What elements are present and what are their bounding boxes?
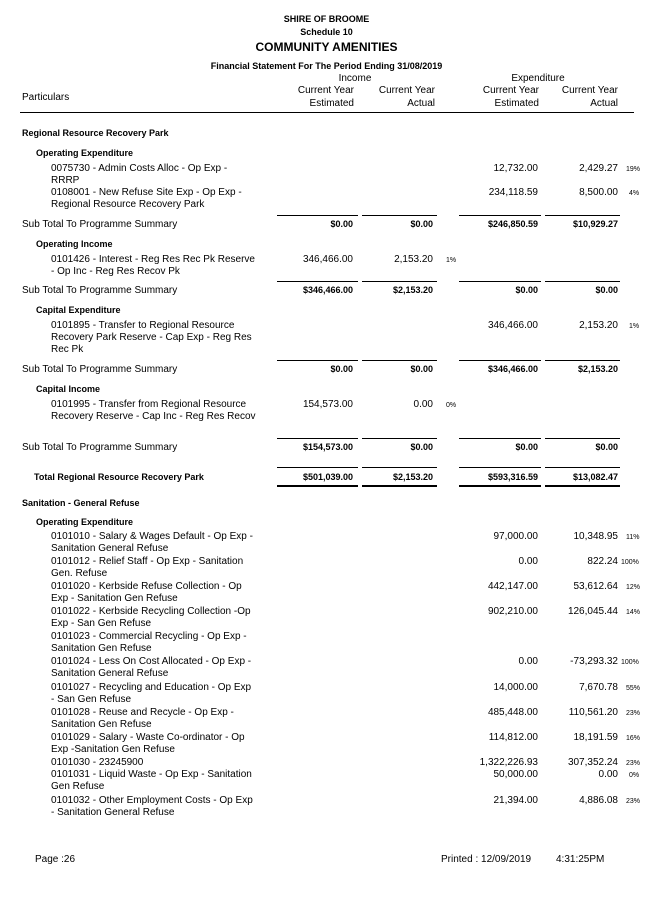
total-rule-top [277,467,358,468]
exp-estimated: 346,466.00 [487,320,538,331]
col-expenditure-actual-line2: Actual [590,98,618,109]
exp-percent: 19% [626,166,641,173]
exp-percent: 0% [629,772,640,779]
line-item-desc: 0075730 - Admin Costs Alloc - Op Exp - RRRP [51,163,228,186]
total-rule-bottom [545,485,620,487]
exp-actual: 2,429.27 [579,163,618,174]
exp-percent: 1% [629,323,640,330]
line-item-desc: 0101031 - Liquid Waste - Op Exp - Sanitation Gen Refuse [51,769,252,792]
total-exp-actual: $13,082.47 [572,472,618,482]
subtotal-income-estimated: $154,573.00 [302,442,353,452]
exp-percent: 100% [621,659,639,666]
line-item-desc: 0101426 - Interest - Reg Res Rec Pk Reserve - Op Inc - Reg Res Recov Pk [51,254,255,277]
line-item-desc: 0101023 - Commercial Recycling - Op Exp - Sanitation Gen Refuse [51,631,247,654]
exp-percent: 12% [626,584,641,591]
subtotal-rule [277,281,358,282]
line-item-desc: 0101010 - Salary & Wages Default - Op Exp - Sanitation General Refuse [51,531,253,554]
subtotal-rule [545,215,620,216]
page-number: Page :26 [35,854,76,865]
line-item-desc: 0101022 - Kerbside Recycling Collection -Op Exp - San Gen Refuse [51,606,251,629]
exp-actual: 4,886.08 [579,795,618,806]
subtotal-label: Sub Total To Programme Summary [22,285,178,296]
exp-estimated: 0.00 [518,656,538,667]
line-item-desc: 0101028 - Reuse and Recycle - Op Exp - Sanitation Gen Refuse [51,707,234,730]
income-percent: 0% [446,402,457,409]
exp-actual: 126,045.44 [567,606,618,617]
subtotal-income-estimated: $0.00 [330,364,353,374]
line-item-desc: 0101032 - Other Employment Costs - Op Exp - Sanitation General Refuse [51,795,253,818]
total-income-actual: $2,153.20 [392,472,433,482]
subtotal-exp-actual: $10,929.27 [572,219,618,229]
col-expenditure-estimated-line1: Current Year [482,85,539,96]
particulars-heading: Particulars [22,92,70,103]
exp-estimated: 442,147.00 [487,581,538,592]
exp-actual: 307,352.24 [567,757,618,768]
exp-estimated: 21,394.00 [493,795,538,806]
exp-percent: 16% [626,735,641,742]
total-rule-bottom [459,485,541,487]
line-item-desc: 0101024 - Less On Cost Allocated - Op Exp - Sanitation General Refuse [51,656,252,679]
subtotal-rule [459,215,541,216]
col-expenditure-estimated-line2: Estimated [494,98,539,109]
col-income-actual-line2: Actual [407,98,435,109]
group-heading: Operating Income [36,239,113,249]
exp-actual: 2,153.20 [579,320,618,331]
exp-actual: 8,500.00 [579,187,618,198]
line-item-desc: 0101029 - Salary - Waste Co-ordinator - Op Exp -Sanitation Gen Refuse [51,732,245,755]
subtotal-exp-estimated: $0.00 [515,442,538,452]
exp-actual: 0.00 [598,769,618,780]
income-actual: 2,153.20 [394,254,433,265]
income-actual: 0.00 [413,399,433,410]
income-heading: Income [338,73,372,84]
exp-percent: 4% [629,190,640,197]
exp-actual: 7,670.78 [579,682,618,693]
total-rule-bottom [277,485,358,487]
printed-time: 4:31:25PM [556,854,605,865]
line-item-desc: 0108001 - New Refuse Site Exp - Op Exp - Regional Resource Recovery Park [51,187,242,210]
subtotal-rule [362,215,437,216]
exp-percent: 100% [621,559,639,566]
subtotal-rule [277,215,358,216]
col-expenditure-actual-line1: Current Year [561,85,618,96]
subtotal-exp-actual: $2,153.20 [577,364,618,374]
total-rule-top [362,467,437,468]
line-item-desc: 0101030 - 23245900 [51,757,144,768]
subtotal-rule [459,281,541,282]
subtotal-rule [362,360,437,361]
subtotal-rule [459,438,541,439]
group-heading: Operating Expenditure [36,517,134,527]
group-heading: Capital Income [36,384,101,394]
total-rule-bottom [362,485,437,487]
exp-estimated: 14,000.00 [493,682,538,693]
subtotal-exp-estimated: $246,850.59 [487,219,538,229]
group-heading: Operating Expenditure [36,148,134,158]
subtotal-exp-estimated: $346,466.00 [487,364,538,374]
line-item-desc: 0101027 - Recycling and Education - Op Exp - San Gen Refuse [51,682,252,705]
subtotal-rule [545,438,620,439]
exp-estimated: 485,448.00 [487,707,538,718]
subtotal-income-estimated: $0.00 [330,219,353,229]
subtotal-rule [277,438,358,439]
report-subtitle: Financial Statement For The Period Ending 31/08/2019 [210,61,443,71]
section-title: Regional Resource Recovery Park [22,128,169,138]
schedule-number: Schedule 10 [300,27,353,37]
header-rule [20,112,634,113]
printed-date: Printed : 12/09/2019 [441,854,532,865]
subtotal-exp-estimated: $0.00 [515,285,538,295]
col-income-estimated-line2: Estimated [309,98,354,109]
exp-percent: 55% [626,685,641,692]
exp-estimated: 902,210.00 [487,606,538,617]
exp-estimated: 234,118.59 [488,187,538,198]
line-item-desc: 0101895 - Transfer to Regional Resource Recovery Park Reserve - Cap Exp - Reg Res Rec Pk [51,320,252,355]
subtotal-rule [459,360,541,361]
subtotal-label: Sub Total To Programme Summary [22,364,178,375]
total-income-estimated: $501,039.00 [302,472,353,482]
income-estimated: 346,466.00 [302,254,353,265]
col-income-actual-line1: Current Year [378,85,435,96]
subtotal-income-actual: $2,153.20 [392,285,433,295]
exp-percent: 11% [626,534,640,541]
exp-actual: 53,612.64 [573,581,618,592]
report-title: COMMUNITY AMENITIES [255,40,398,54]
exp-actual: 822.24 [587,556,618,567]
income-estimated: 154,573.00 [302,399,353,410]
exp-actual: 110,561.20 [568,707,618,718]
subtotal-rule [362,281,437,282]
subtotal-income-estimated: $346,466.00 [302,285,353,295]
subtotal-income-actual: $0.00 [410,219,433,229]
exp-percent: 23% [626,798,641,805]
subtotal-exp-actual: $0.00 [595,285,618,295]
line-item-desc: 0101012 - Relief Staff - Op Exp - Sanitation Gen. Refuse [51,556,244,579]
subtotal-rule [545,360,620,361]
exp-actual: -73,293.32 [570,656,618,667]
total-label: Total Regional Resource Recovery Park [34,472,204,482]
exp-percent: 23% [626,760,641,767]
org-name: SHIRE OF BROOME [283,14,370,24]
subtotal-exp-actual: $0.00 [595,442,618,452]
exp-estimated: 50,000.00 [493,769,538,780]
total-exp-estimated: $593,316.59 [487,472,538,482]
subtotal-rule [277,360,358,361]
exp-actual: 18,191.59 [573,732,618,743]
income-percent: 1% [446,257,457,264]
col-income-estimated-line1: Current Year [297,85,354,96]
subtotal-label: Sub Total To Programme Summary [22,219,178,230]
exp-estimated: 1,322,226.93 [479,757,538,768]
subtotal-income-actual: $0.00 [410,442,433,452]
section-title: Sanitation - General Refuse [22,498,140,508]
line-item-desc: 0101020 - Kerbside Refuse Collection - Op Exp - Sanitation Gen Refuse [51,581,242,604]
subtotal-rule [362,438,437,439]
group-heading: Capital Expenditure [36,305,121,315]
exp-estimated: 114,812.00 [488,732,538,743]
subtotal-rule [545,281,620,282]
line-item-desc: 0101995 - Transfer from Regional Resource Recovery Reserve - Cap Inc - Reg Res Recov [51,399,256,422]
total-rule-top [459,467,541,468]
exp-estimated: 12,732.00 [493,163,538,174]
exp-estimated: 97,000.00 [493,531,538,542]
exp-actual: 10,348.95 [573,531,618,542]
exp-percent: 23% [626,710,641,717]
subtotal-income-actual: $0.00 [410,364,433,374]
total-rule-top [545,467,620,468]
subtotal-label: Sub Total To Programme Summary [22,442,178,453]
expenditure-heading: Expenditure [511,73,565,84]
exp-percent: 14% [626,609,641,616]
exp-estimated: 0.00 [518,556,538,567]
